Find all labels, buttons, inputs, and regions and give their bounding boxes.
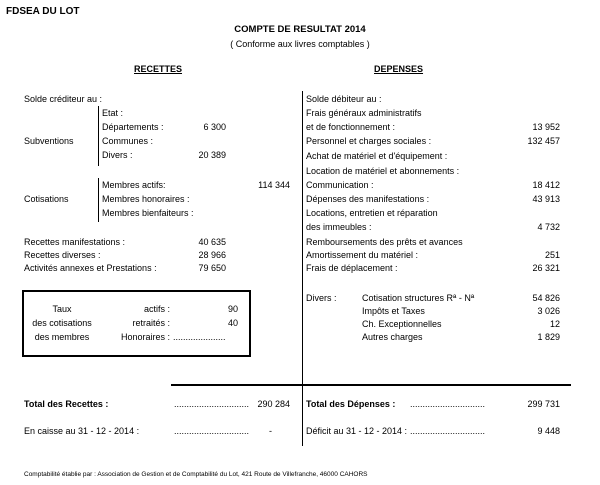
totals-rule [171, 384, 571, 386]
total-depenses-value: 299 731 [527, 399, 560, 409]
depense-immeubles-label: des immeubles : [306, 222, 372, 232]
subvention-etat-label: Etat : [102, 108, 124, 118]
depense-achat-materiel-label: Achat de matériel et d'équipement : [306, 151, 448, 161]
depense-communication-value: 18 412 [532, 180, 560, 190]
cotisations-divider [98, 178, 99, 222]
depense-locations-entretien-label: Locations, entretien et réparation [306, 208, 438, 218]
cotisation-honoraires-label: Membres honoraires : [102, 194, 190, 204]
page-title: COMPTE DE RESULTAT 2014 [234, 24, 366, 35]
depense-immeubles-value: 4 732 [537, 222, 560, 232]
depense-personnel-value: 132 457 [527, 136, 560, 146]
depense-communication-label: Communication : [306, 180, 374, 190]
total-depenses-dots: .............................. [410, 399, 486, 409]
total-recettes-label: Total des Recettes : [24, 399, 109, 409]
total-recettes-dots: .............................. [174, 399, 250, 409]
divers-exceptionnelles-label: Ch. Exceptionnelles [362, 319, 442, 329]
taux-cotisations-box [22, 290, 251, 357]
recettes-manifestations-value: 40 635 [198, 237, 226, 247]
divers-autres-label: Autres charges [362, 332, 423, 342]
en-caisse-label: En caisse au 31 - 12 - 2014 : [24, 426, 140, 436]
divers-autres-value: 1 829 [537, 332, 560, 342]
taux-actifs-label: actifs : [143, 304, 170, 314]
divers-exceptionnelles-value: 12 [549, 319, 560, 329]
depense-amortissement-value: 251 [544, 250, 560, 260]
deficit-value: 9 448 [537, 426, 560, 436]
depense-amortissement-label: Amortissement du matériel : [306, 250, 419, 260]
en-caisse-dots: .............................. [174, 426, 250, 436]
taux-honoraires-value: ..................... [173, 332, 226, 342]
cotisation-actifs-value: 114 344 [258, 180, 290, 190]
taux-honoraires-label: Honoraires : [120, 332, 170, 342]
depense-deplacement-label: Frais de déplacement : [306, 263, 398, 273]
taux-retraites-label: retraités : [132, 318, 170, 328]
divers-impots-label: Impôts et Taxes [362, 306, 425, 316]
depense-solde-label: Solde débiteur au : [306, 94, 382, 104]
depenses-header: DEPENSES [374, 64, 424, 74]
subvention-divers-label: Divers : [102, 150, 133, 160]
subvention-departements-value: 6 300 [203, 122, 226, 132]
taux-label-1: Taux [52, 304, 72, 314]
footer-note: Comptabilité établie par : Association de Gestion et de Comptabilité du Lot, 421 Route de Villefranche, 46000 CAHORS [24, 471, 368, 478]
activites-annexes-label: Activités annexes et Prestations : [24, 263, 157, 273]
subventions-label: Subventions [24, 136, 74, 146]
cotisation-actifs-label: Membres actifs: [102, 180, 166, 190]
depense-personnel-label: Personnel et charges sociales : [306, 136, 432, 146]
taux-actifs-value: 90 [227, 304, 238, 314]
divers-impots-value: 3 026 [537, 306, 560, 316]
taux-label-3: des membres [34, 332, 90, 342]
depense-manifestations-label: Dépenses des manifestations : [306, 194, 430, 204]
subvention-divers-value: 20 389 [198, 150, 226, 160]
taux-label-2: des cotisations [32, 318, 92, 328]
deficit-label: Déficit au 31 - 12 - 2014 : [306, 426, 408, 436]
cotisation-bienfaiteurs-label: Membres bienfaiteurs : [102, 208, 194, 218]
page-subtitle: ( Conforme aux livres comptables ) [230, 39, 370, 49]
recettes-manifestations-label: Recettes manifestations : [24, 237, 126, 247]
depense-location-materiel-label: Location de matériel et abonnements : [306, 166, 460, 176]
subvention-communes-label: Communes : [102, 136, 154, 146]
subventions-divider [98, 106, 99, 166]
total-recettes-value: 290 284 [257, 399, 290, 409]
total-depenses-label: Total des Dépenses : [306, 399, 396, 409]
recettes-diverses-label: Recettes diverses : [24, 250, 101, 260]
solde-crediteur-label: Solde créditeur au : [24, 94, 103, 104]
divers-cotisation-value: 54 826 [532, 293, 560, 303]
taux-retraites-value: 40 [227, 318, 238, 328]
deficit-dots: .............................. [410, 426, 486, 436]
cotisations-label: Cotisations [24, 194, 69, 204]
recettes-diverses-value: 28 966 [198, 250, 226, 260]
depense-remboursements-label: Remboursements des prêts et avances [306, 237, 463, 247]
divers-label: Divers : [306, 293, 337, 303]
column-divider [302, 91, 303, 446]
en-caisse-value: - [269, 426, 272, 436]
depense-fonctionnement-label: et de fonctionnement : [306, 122, 396, 132]
organization-name: FDSEA DU LOT [6, 6, 80, 17]
activites-annexes-value: 79 650 [198, 263, 226, 273]
depense-manifestations-value: 43 913 [532, 194, 560, 204]
divers-cotisation-label: Cotisation structures Rª - Nª [362, 293, 475, 303]
depense-frais-generaux-label: Frais généraux administratifs [306, 108, 422, 118]
subvention-departements-label: Départements : [102, 122, 164, 132]
depense-fonctionnement-value: 13 952 [532, 122, 560, 132]
depense-deplacement-value: 26 321 [532, 263, 560, 273]
recettes-header: RECETTES [134, 64, 183, 74]
